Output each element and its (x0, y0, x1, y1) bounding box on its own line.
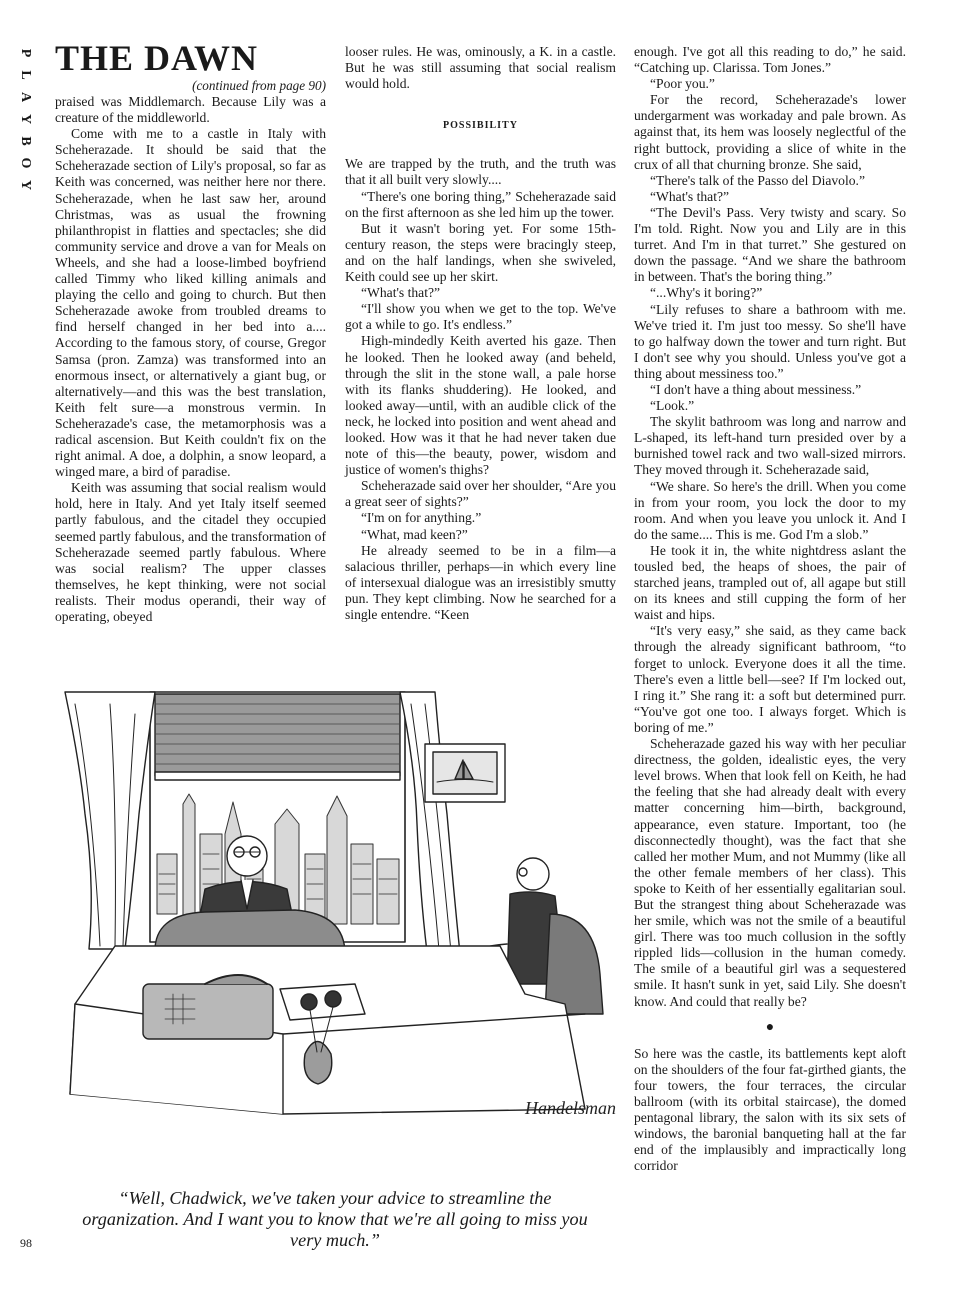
spine-letter: Y (18, 113, 33, 125)
paragraph: He already seemed to be in a film—a salacious thriller, perhaps—in which every line of intersexual dialogue was an irresistibly smutty pun. They kept climbing. Now he searched for a single entendre. “Keen (345, 542, 616, 622)
paragraph: But it wasn't boring yet. For some 15th-century reason, the steps were bracingly steep, and on the half landings, when she swiveled, Keith could see up her skirt. (345, 220, 616, 285)
magazine-spine-label (14, 42, 36, 196)
paragraph: “Poor you.” (650, 76, 715, 92)
article-title: THE DAWN (55, 38, 259, 78)
paragraph: “What's that?” (361, 285, 441, 301)
paragraph: “There's one boring thing,” Scheherazade said on the first afternoon as she led him up the tower. (345, 188, 616, 220)
spine-letter: Y (18, 179, 33, 191)
spine-letter: L (18, 70, 33, 80)
cartoon-illustration (55, 684, 620, 1166)
paragraph: So here was the castle, its battlements kept aloft on the shoulders of the four fat-girthed giants, the four towers, the four terraces, the circular ballroom (with its orbital staircase), the domed pentagonal library, the salon with its six sets of windows, the baronial banqueting hall at the far end of the implausibly and impractically long corridor (634, 1045, 906, 1174)
spine-letter: O (18, 157, 33, 169)
text-column-1 (55, 94, 326, 625)
paragraph: looser rules. He was, ominously, a K. in a castle. But he was still assuming that social realism would hold. (345, 44, 616, 92)
continued-note: (continued from page 90) (192, 78, 326, 93)
section-break-bullet: ● (765, 1019, 775, 1035)
paragraph: “Lily refuses to share a bathroom with me. We've tried it. I'm just too messy. So she'll have to go halfway down the tower and turn right. But I don't see why you should. Unless you've got a thing about messiness too.” (634, 301, 906, 381)
paragraph: “The Devil's Pass. Very twisty and scary. So I'm told. Right. Now you and Lily are in this turret. And I'm in that turret.” She gestured on down the passage. “And we share the bathroom in between. That's the boring thing.” (634, 204, 906, 285)
spine-letter: P (18, 48, 33, 58)
paragraph: praised was Middlemarch. Because Lily was a creature of the middleworld. (55, 94, 326, 126)
paragraph: For the record, Scheherazade's lower undergarment was workaday and pale brown. As against that, its hem was loosely neglectful of the right buttock, providing a slice of white in the crux of all that churning bronze. She said, (634, 92, 906, 172)
spine-letter: A (18, 91, 33, 103)
paragraph: “We share. So here's the drill. When you come in from your room, you lock the door to my room. And when you leave you unlock it. And I do the same.... This is me. God I'm a slob.” (634, 478, 906, 542)
paragraph: “I don't have a thing about messiness.” (650, 381, 862, 397)
paragraph: “What's that?” (650, 188, 730, 204)
paragraph: “I'm on for anything.” (361, 510, 482, 526)
paragraph: “What, mad keen?” (361, 526, 468, 542)
paragraph: He took it in, the white nightdress aslant the tousled bed, the heaps of shoes, the pair of starched jeans, trampled out of, all agape but still on its knees and still cupping the form of her waist and hips. (634, 542, 906, 623)
paragraph: “...Why's it boring?” (650, 285, 763, 301)
page-number: 98 (20, 1236, 32, 1250)
paragraph: “Look.” (650, 398, 695, 414)
section-heading: POSSIBILITY (443, 120, 518, 132)
paragraph: High-mindedly Keith averted his gaze. Then he looked. Then he looked away (and beheld, through the slit in the stone wall, a pale horse with its flanks shuddering). He looked, and looked away—until, with an audible click of the neck, he locked into position and went ahead and looked. How was it that he had never taken due note of this—the beauty, power, wisdom and justice of women's thighs? (345, 333, 616, 478)
paragraph: enough. I've got all this reading to do,” he said. “Catching up. Clarissa. Tom Jones.” (634, 44, 906, 76)
paragraph: Scheherazade gazed his way with her peculiar directness, the golden, idealistic eyes, the very level brows. When that look fell on Keith, he had the feeling that she had already dealt with every matter concerning him—birth, background, appearance, even stature. Important, too (he disconnectedly thought), was the fact that she called her mother Mum, and not Mummy (like all the other female members of her class). This spoke to Keith of her essentially egalitarian soul. But the strangest thing about Scheherazade was her smile, which was not the smile of a beautiful girl. There was too much collusion in the softly rippled lids—collusion in the human comedy. The smile of a beautiful girl was a sequestered smile. It hasn't sunk in yet, said Lily. She doesn't know. And could that really be? (634, 736, 906, 1009)
cartoon-caption: “Well, Chadwick, we've taken your advice to streamline the organization. And I want you to know that we're all going to miss you very much.” (82, 1188, 588, 1250)
paragraph: Scheherazade said over her shoulder, “Are you a great seer of sights?” (345, 478, 616, 510)
text-column-2 (345, 44, 616, 623)
paragraph: We are trapped by the truth, and the truth was that it all built very slowly.... (345, 156, 616, 188)
paragraph: “There's talk of the Passo del Diavolo.” (650, 172, 865, 188)
paragraph: The skylit bathroom was long and narrow and L-shaped, its left-hand turn presided over by a burnished towel rack and two wall-sized mirrors. They moved through it. Scheherazade said, (634, 414, 906, 478)
text-column-3 (634, 44, 906, 1174)
paragraph: “I'll show you when we get to the top. We've got a while to go. It's endless.” (345, 301, 616, 333)
paragraph: Come with me to a castle in Italy with Scheherazade. It should be said that the Scheherazade section of Lily's proposal, so far as Keith was concerned, was neither here nor there. Scheherazade, when he last saw her, around Christmas, was as usual the frowning philanthropist in flatties and spectacles; she did community service and drove a van for Meals on Wheels, and she had a loose-limbed boyfriend called Timmy who liked killing animals and playing the cello and going to church. But then Scheherazade awoke from troubled dreams to find herself changed in her bed into a.... According to the famous story, of course, Gregor Samsa (pron. Zamza) was transformed into an enormous insect, or alternatively a giant bug, or alternatively—and this was the best translation, Keith felt sure—a monstrous vermin. In Scheherazade's case, the metamorphosis was a radical ascension. But Keith couldn't fix on the right animal. A doe, a dolphin, a snow leopard, a winged mare, a bird of paradise. (55, 126, 326, 480)
cartoonist-signature: Handelsman (525, 1098, 616, 1118)
spine-letter: B (18, 136, 33, 146)
paragraph: Keith was assuming that social realism would hold, here in Italy. And yet Italy itself seemed partly fabulous, and the citadel they occupied seemed partly fabulous, and the transformation of Scheherazade seemed partly fabulous. Where was social realism? The upper classes themselves, he kept thinking, were not social realists. Their modus operandi, their way of operating, obeyed (55, 480, 326, 624)
paragraph: “It's very easy,” she said, as they came back through the already significant bathroom, “to forget to unlock. Everyone does it all the time. There's even a little bell—see? If I'm locked out, I ring it.” She rang it: a soft but determined purr. “You've got one too. I always forget. Which is boring of me.” (634, 623, 906, 735)
